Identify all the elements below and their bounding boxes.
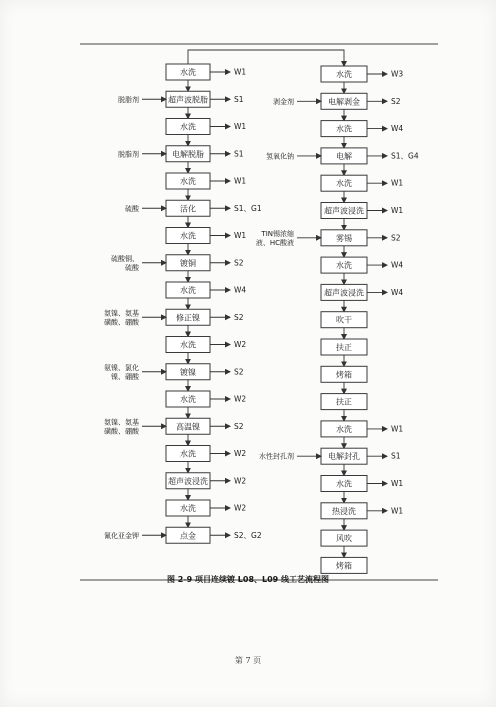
- left-input-label: 磺酸、硼酸: [104, 318, 139, 327]
- left-step-label: 高温镍: [176, 422, 200, 432]
- right-output-label: W3: [391, 69, 404, 79]
- left-step-label: 水洗: [180, 504, 196, 513]
- page-number: 第 7 页: [234, 656, 262, 665]
- left-step-label: 超声波浸洗: [168, 476, 208, 486]
- right-output-label: S1、G4: [391, 151, 419, 161]
- left-input-label: 氨镍、氯化: [104, 363, 139, 372]
- right-step-label: 风吹: [336, 534, 352, 544]
- right-input-label: 氢氧化钠: [266, 152, 294, 161]
- left-output-label: W1: [234, 231, 247, 240]
- right-output-label: W1: [391, 479, 404, 488]
- right-step-label: 扶正: [336, 343, 352, 352]
- right-step-label: 烤箱: [336, 370, 352, 380]
- left-output-label: W2: [234, 503, 247, 513]
- right-output-label: W4: [391, 260, 404, 270]
- right-output-label: W1: [391, 178, 404, 188]
- left-output-label: W2: [234, 476, 247, 486]
- left-output-label: S2: [234, 367, 244, 377]
- right-output-label: W1: [391, 206, 404, 215]
- right-step-label: 电解剥金: [328, 97, 360, 107]
- left-input-label: 氨镍、氨基: [104, 309, 139, 318]
- left-output-label: S2、G2: [234, 530, 262, 540]
- right-step-label: 水洗: [336, 179, 352, 189]
- left-input-label: 磺酸、硼酸: [104, 427, 139, 436]
- left-output-label: S1: [234, 94, 244, 104]
- left-step-label: 水洗: [180, 68, 196, 77]
- right-output-label: S1: [391, 451, 401, 461]
- left-step-label: 水洗: [180, 286, 196, 295]
- right-output-label: W4: [391, 124, 404, 134]
- right-step-label: 吹干: [336, 315, 352, 325]
- left-output-label: S1、G1: [234, 203, 262, 213]
- left-step-label: 镀铜: [180, 258, 196, 268]
- left-step-label: 修正镍: [176, 313, 200, 323]
- left-step-label: 水洗: [180, 231, 196, 241]
- left-input-label: 硫酸: [125, 263, 139, 272]
- left-step-label: 水洗: [180, 122, 196, 132]
- right-step-label: 水洗: [336, 261, 352, 271]
- right-step-label: 扶正: [336, 397, 352, 407]
- left-step-label: 镀镍: [180, 367, 196, 377]
- right-input-label: 液、HC酸液: [255, 238, 294, 247]
- left-output-label: W2: [234, 449, 247, 458]
- left-step-label: 超声波脱脂: [168, 95, 208, 105]
- column-connector-arrow: [188, 50, 344, 66]
- left-step-label: 水洗: [180, 395, 196, 404]
- right-step-label: 电解封孔: [328, 452, 360, 462]
- right-output-label: W1: [391, 506, 404, 516]
- right-step-label: 水洗: [336, 70, 352, 79]
- left-output-label: W2: [234, 340, 247, 349]
- left-output-label: W4: [234, 285, 247, 295]
- left-input-label: 硫酸: [125, 204, 139, 213]
- right-input-label: 剥金剂: [273, 97, 294, 106]
- right-output-label: S2: [391, 233, 401, 243]
- right-step-label: 热浸洗: [332, 506, 356, 516]
- right-output-label: W1: [391, 424, 404, 434]
- left-output-label: S1: [234, 149, 244, 159]
- left-output-label: W1: [234, 176, 247, 186]
- right-step-label: 烤箱: [336, 561, 352, 571]
- right-step-label: 雾锡: [336, 233, 352, 243]
- left-output-label: S2: [234, 258, 244, 268]
- right-output-label: W4: [391, 287, 404, 297]
- right-step-label: 水洗: [336, 424, 352, 434]
- left-step-label: 水洗: [180, 177, 196, 186]
- left-input-label: 硫酸铜、: [111, 254, 139, 263]
- left-output-label: S2: [234, 312, 244, 322]
- left-input-label: 氰化亚金钾: [104, 531, 139, 540]
- left-input-label: 氨镍、氨基: [104, 418, 139, 427]
- left-step-label: 水洗: [180, 449, 196, 459]
- left-input-label: 镍、硼酸: [111, 372, 139, 381]
- left-output-label: W1: [234, 122, 247, 131]
- left-step-label: 点金: [180, 531, 196, 541]
- left-step-label: 水洗: [180, 340, 196, 350]
- left-step-label: 活化: [180, 204, 196, 214]
- left-input-label: 脱脂剂: [118, 95, 139, 104]
- left-output-label: W2: [234, 394, 247, 404]
- right-output-label: S2: [391, 96, 401, 106]
- right-step-label: 电解: [336, 151, 352, 161]
- left-input-label: 脱脂剂: [118, 150, 139, 159]
- right-input-label: 水性封孔剂: [259, 452, 294, 461]
- right-step-label: 水洗: [336, 479, 352, 489]
- left-output-label: W1: [234, 67, 247, 77]
- right-step-label: 超声波浸洗: [324, 206, 364, 216]
- figure-caption: 图 2-9 项目连续镀 L08、L09 线工艺流程图: [166, 575, 330, 584]
- left-output-label: S2: [234, 421, 244, 431]
- right-step-label: 水洗: [336, 124, 352, 134]
- left-step-label: 电解脱脂: [172, 149, 204, 159]
- right-step-label: 超声波浸洗: [324, 288, 364, 298]
- right-input-label: TIN锡浓缩: [261, 229, 294, 238]
